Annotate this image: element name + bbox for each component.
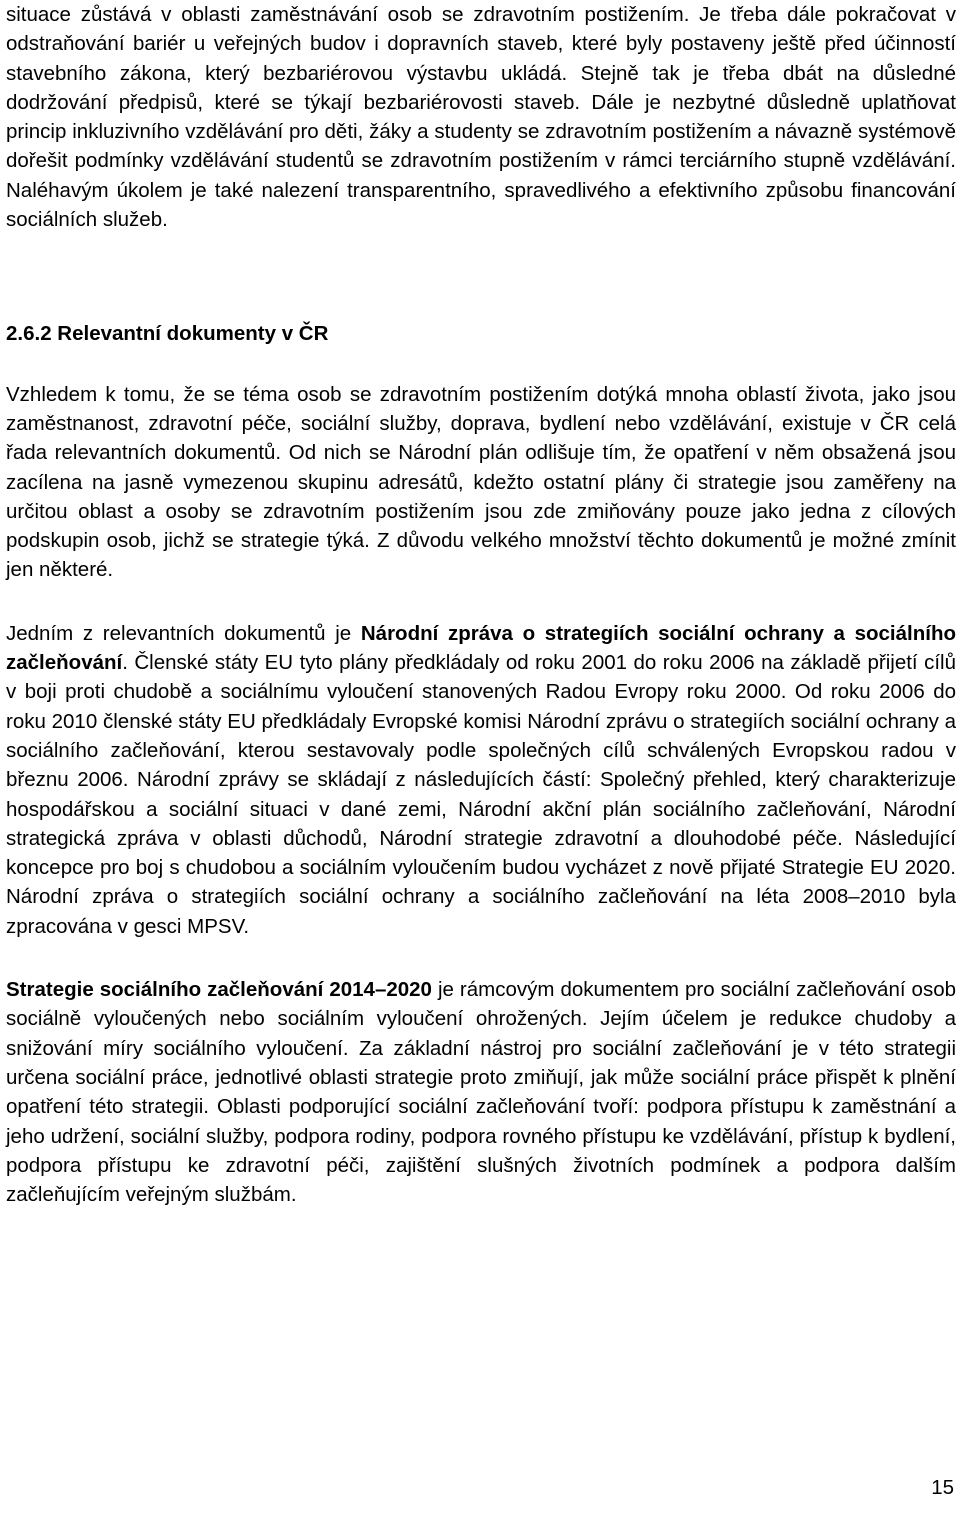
- section-heading: 2.6.2 Relevantní dokumenty v ČR: [6, 322, 329, 346]
- paragraph-national-report-intro: Jedním z relevantních dokumentů je: [6, 621, 361, 645]
- paragraph-accessibility: situace zůstává v oblasti zaměstnávání osob se zdravotním postižením. Je třeba dále pokračovat v odstraňování bariér u veřejných budov i dopravních staveb, které byly postaveny ještě před účinností stavebního zákona, který bezbariérovou výstavbu ukládá. Stejně tak je třeba dbát na důsledné dodržování předpisů, které se týkají bezbariérovosti staveb. Dále je nezbytné důsledně uplatňovat princip inkluzivního vzdělávání pro děti, žáky a studenty se zdravotním postižením a návazně systémově dořešit podmínky vzdělávání studentů se zdravotním postižením v rámci terciárního stupně vzdělávání. Naléhavým úkolem je také nalezení transparentního, spravedlivého a efektivního způsobu financování sociálních služeb.: [6, 3, 956, 232]
- paragraph-strategy-body: je rámcovým dokumentem pro sociální začleňování osob sociálně vyloučených nebo sociálním vyloučení ohrožených. Jejím účelem je redukce chudoby a snižování míry sociálního vyloučení. Za základní nástroj pro sociální začleňování je v této strategii určena sociální práce, jednotlivé oblasti strategie proto zmiňují, jak může sociální práce přispět k plnění opatření této strategii. Oblasti podporující sociální začleňování tvoří: podpora přístupu k zaměstnání a jeho udržení, sociální služby, podpora rodiny, podpora rovného přístupu ke vzdělávání, přístup k bydlení, podpora přístupu ke zdravotní péči, zajištění slušných životních podmínek a podpora dalším začleňujícím veřejným službám.: [6, 978, 956, 1207]
- paragraph-social-inclusion-strategy: [6, 975, 956, 1209]
- paragraph-relevant-documents: Vzhledem k tomu, že se téma osob se zdravotním postižením dotýká mnoha oblastí života, jako jsou zaměstnanost, zdravotní péče, sociální služby, doprava, bydlení nebo vzdělávání, existuje v ČR celá řada relevantních dokumentů. Od nich se Národní plán odlišuje tím, že opatření v něm obsažená jsou zacílena na jasně vymezenou skupinu adresátů, kdežto ostatní plány či strategie jsou zaměřeny na určitou oblast a osoby se zdravotním postižením jsou zde zmiňovány pouze jako jedna z cílových podskupin osob, jichž se strategie týká. Z důvodu velkého množství těchto dokumentů je možné zmínit jen některé.: [6, 382, 956, 582]
- page-number: 15: [931, 1476, 954, 1499]
- strategy-title: Strategie sociálního začleňování 2014–2020: [6, 978, 432, 1002]
- national-report-title: Národní zpráva o strategiích sociální ochrany a sociálního začleňování: [6, 621, 956, 675]
- document-page: [6, 0, 956, 1209]
- paragraph-national-report-body: . Členské státy EU tyto plány předkládaly od roku 2001 do roku 2006 na základě přijetí cílů v boji proti chudobě a sociálnímu vyloučení stanovených Radou Evropy roku 2000. Od roku 2006 do roku 2010 členské státy EU předkládaly Evropské komisi Národní zprávu o strategiích sociální ochrany a sociálního začleňování, kterou sestavovaly podle společných cílů schválených Evropskou radou v březnu 2006. Národní zprávy se skládají z následujících částí: Společný přehled, který charakterizuje hospodářskou a sociální situaci v dané zemi, Národní akční plán sociálního začleňování, Národní strategická zpráva v oblasti důchodů, Národní strategie zdravotní a dlouhodobé péče. Následující koncepce pro boj s chudobou a sociálním vyloučením budou vycházet z nově přijaté Strategie EU 2020. Národní zpráva o strategiích sociální ochrany a sociálního začleňování na léta 2008–2010 byla zpracována v gesci MPSV.: [6, 651, 956, 938]
- paragraph-national-report: [6, 619, 956, 941]
